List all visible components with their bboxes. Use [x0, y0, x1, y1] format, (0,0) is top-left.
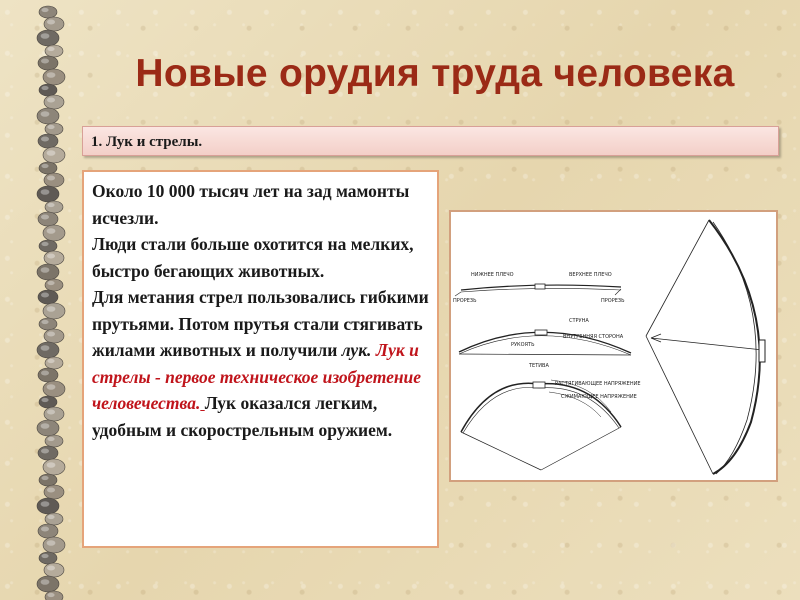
label-string: СТРУНА — [569, 318, 589, 324]
pebble-highlight — [47, 72, 56, 78]
large-bow — [646, 220, 765, 474]
pebble-highlight — [41, 579, 50, 585]
pebble — [44, 17, 64, 31]
bow-text-normal: Для метания стрел пользовались гибкими прутьями. Потом прутья стали стягивать жилами животных и получили — [92, 287, 429, 360]
pebble — [45, 123, 63, 135]
pebble — [39, 396, 57, 408]
pebble — [38, 290, 58, 304]
bow-text-end: Лук оказался легким, удобным и скорострельным оружием. — [92, 393, 393, 440]
pebble-highlight — [47, 540, 56, 546]
straight-bow — [455, 284, 621, 296]
pebble-highlight — [41, 398, 48, 402]
pebble — [44, 407, 64, 421]
pebble — [45, 435, 63, 447]
pebble-highlight — [47, 306, 56, 312]
pebble-highlight — [47, 150, 56, 156]
pebble — [45, 201, 63, 213]
label-lower-limb: НИЖНЕЕ ПЛЕЧО — [471, 272, 514, 278]
pebble-highlight — [47, 515, 54, 519]
pebble-highlight — [47, 566, 55, 571]
pebble-highlight — [47, 254, 55, 259]
pebble-highlight — [41, 8, 48, 12]
pebble — [38, 524, 58, 538]
paragraph-bow — [92, 284, 429, 443]
pebble — [39, 84, 57, 96]
subtitle-bar — [82, 126, 779, 156]
pebble-highlight — [41, 111, 50, 117]
pebble-highlight — [41, 476, 48, 480]
pebble-highlight — [41, 215, 49, 220]
pebble — [44, 563, 64, 577]
pebble-highlight — [41, 59, 49, 64]
label-compress: СЖИМАЮЩЕЕ НАПРЯЖЕНИЕ — [561, 394, 637, 400]
pebble-highlight — [41, 137, 49, 142]
pebble-highlight — [47, 488, 55, 493]
pebble-highlight — [47, 20, 55, 25]
pebble — [38, 212, 58, 226]
pebble — [38, 56, 58, 70]
pebble-highlight — [47, 98, 55, 103]
pebble-highlight — [41, 345, 50, 351]
bow-diagram-svg — [451, 212, 776, 480]
pebble-highlight — [41, 267, 50, 273]
bow-diagram — [449, 210, 778, 482]
pebble-highlight — [41, 33, 50, 39]
pebble-highlight — [47, 359, 54, 363]
pebble-highlight — [41, 449, 49, 454]
pebble — [45, 279, 63, 291]
pebble — [45, 513, 63, 525]
label-upper-limb: ВЕРХНЕЕ ПЛЕЧО — [569, 272, 612, 278]
pebble — [38, 368, 58, 382]
pebble-highlight — [47, 593, 54, 597]
pebble — [39, 240, 57, 252]
pebble — [39, 6, 57, 18]
pebble — [39, 552, 57, 564]
label-draw: РАСТЯГИВАЮЩЕЕ НАПРЯЖЕНИЕ — [555, 381, 641, 387]
pebble — [44, 485, 64, 499]
pebble-highlight — [41, 86, 48, 90]
pebble-highlight — [47, 281, 54, 285]
pebble-highlight — [41, 189, 50, 195]
pebble-highlight — [47, 437, 54, 441]
slide-title: Новые орудия труда человека — [135, 52, 735, 95]
pebble — [44, 173, 64, 187]
pebble-highlight — [47, 384, 56, 390]
pebble-highlight — [41, 527, 49, 532]
pebble-highlight — [47, 176, 55, 181]
pebble-highlight — [47, 47, 54, 51]
pebble-highlight — [47, 228, 56, 234]
label-notch-right: ПРОРЕЗЬ — [601, 298, 625, 304]
invention-highlight: Лук и стрелы - первое техническое изобретение человечества. — [92, 340, 422, 413]
pebble-border — [30, 0, 72, 600]
body-textbox — [82, 170, 439, 548]
pebble — [39, 474, 57, 486]
pebble-highlight — [41, 371, 49, 376]
pebble-highlight — [47, 332, 55, 337]
label-back: ТЕТИВА — [529, 363, 549, 369]
pebble — [45, 45, 63, 57]
bow-word-italic: лук. — [341, 340, 376, 360]
pebble — [44, 95, 64, 109]
label-grip: РУКОЯТЬ — [511, 342, 535, 348]
pebble-highlight — [41, 554, 48, 558]
pebble-highlight — [41, 164, 48, 168]
label-notch-left: ПРОРЕЗЬ — [453, 298, 477, 304]
pebble-highlight — [41, 293, 49, 298]
pebble — [38, 446, 58, 460]
paragraph-mammoths: Около 10 000 тысяч лет на зад мамонты исчезли. — [92, 181, 410, 228]
pebble — [45, 357, 63, 369]
pebble — [44, 251, 64, 265]
pebble-highlight — [41, 423, 50, 429]
pebble-highlight — [41, 501, 50, 507]
pebble — [39, 318, 57, 330]
pebble — [44, 329, 64, 343]
pebble — [39, 162, 57, 174]
pebble-highlight — [41, 242, 48, 246]
pebble-highlight — [47, 203, 54, 207]
label-belly: ВНУТРЕННЯЯ СТОРОНА — [563, 334, 624, 340]
pebble — [38, 134, 58, 148]
pebble-highlight — [47, 125, 54, 129]
pebble-highlight — [47, 410, 55, 415]
pebble-highlight — [47, 462, 56, 468]
pebble-highlight — [41, 320, 48, 324]
subtitle-text: 1. Лук и стрелы. — [91, 134, 203, 150]
paragraph-hunting: Люди стали больше охотится на мелких, быстро бегающих животных. — [92, 234, 414, 281]
